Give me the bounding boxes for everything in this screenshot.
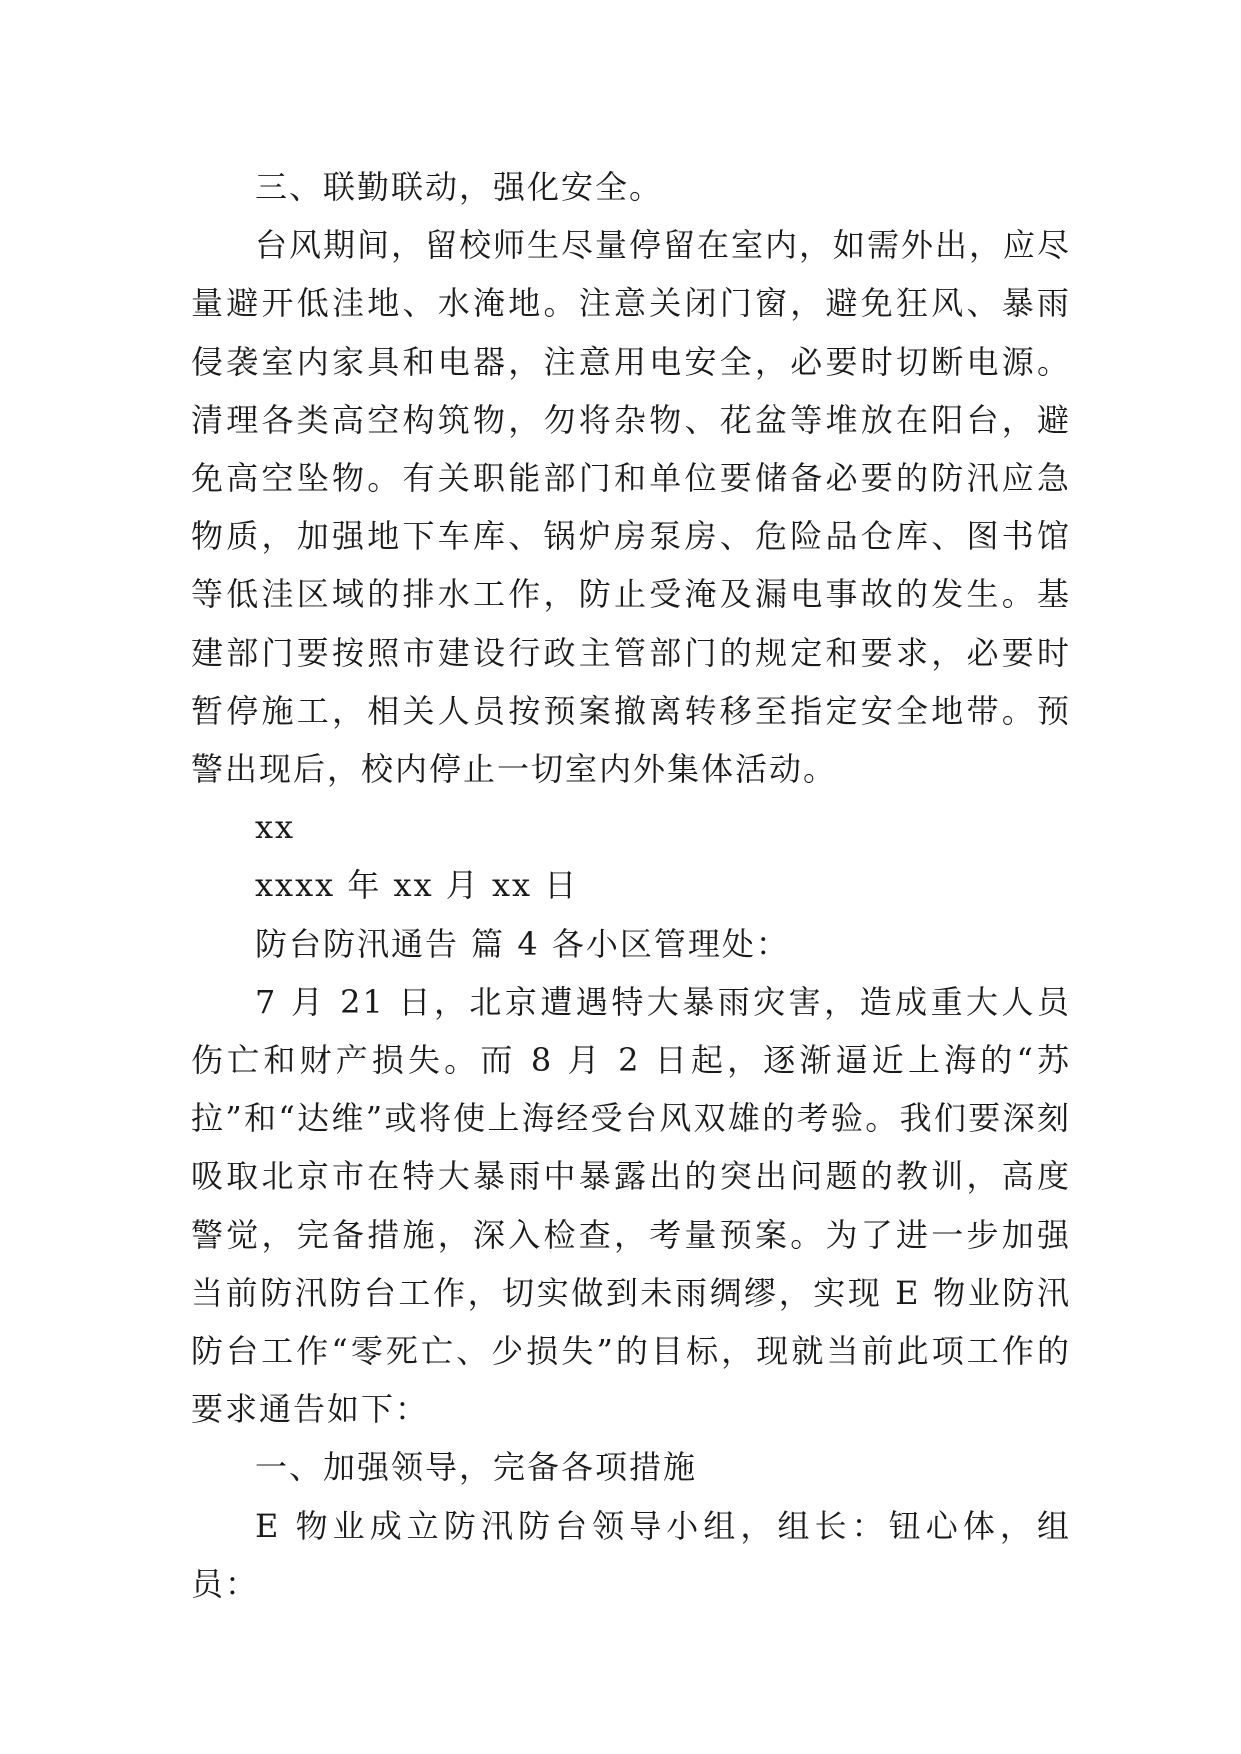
section-heading-one: 一、加强领导，完备各项措施 xyxy=(255,1448,698,1487)
notice-intro-paragraph: 7 月 21 日，北京遭遇特大暴雨灾害，造成重大人员伤亡和财产损失。而 8 月 2 日起，逐渐逼近上海的“苏拉”和“达维”或将使上海经受台风双雄的考验。我们要深刻吸取北京市在特大暴雨中暴露出的突出问题的教训，高度警觉，完备措施，深入检查，考量预案。为了进一步加强当前防汛防台工作，切实做到未雨绸缪，实现 E 物业防汛防台工作“零死亡、少损失”的目标，现就当前此项工作的要求通告如下： xyxy=(191,982,1071,1429)
section-heading-three: 三、联勤联动，强化安全。 xyxy=(255,168,664,206)
notice-title-line: 防台防汛通告 篇 4 各小区管理处： xyxy=(255,924,790,963)
signature-date: xxxx 年 xx 月 xx 日 xyxy=(255,866,579,905)
signature-org: xx xyxy=(255,808,296,847)
leadership-group-paragraph: E 物业成立防汛防台领导小组，组长：钮心体，组员： xyxy=(191,1506,1071,1603)
document-body xyxy=(191,158,1071,1613)
typhoon-safety-paragraph: 台风期间，留校师生尽量停留在室内，如需外出，应尽量避开低洼地、水淹地。注意关闭门窗，避免狂风、暴雨侵袭室内家具和电器，注意用电安全，必要时切断电源。清理各类高空构筑物，勿将杂物、花盆等堆放在阳台，避免高空坠物。有关职能部门和单位要储备必要的防汛应急物质，加强地下车库、锅炉房泵房、危险品仓库、图书馆等低洼区域的排水工作，防止受淹及漏电事故的发生。基建部门要按照市建设行政主管部门的规定和要求，必要时暂停施工，相关人员按预案撤离转移至指定安全地带。预警出现后，校内停止一切室内外集体活动。 xyxy=(191,226,1072,789)
